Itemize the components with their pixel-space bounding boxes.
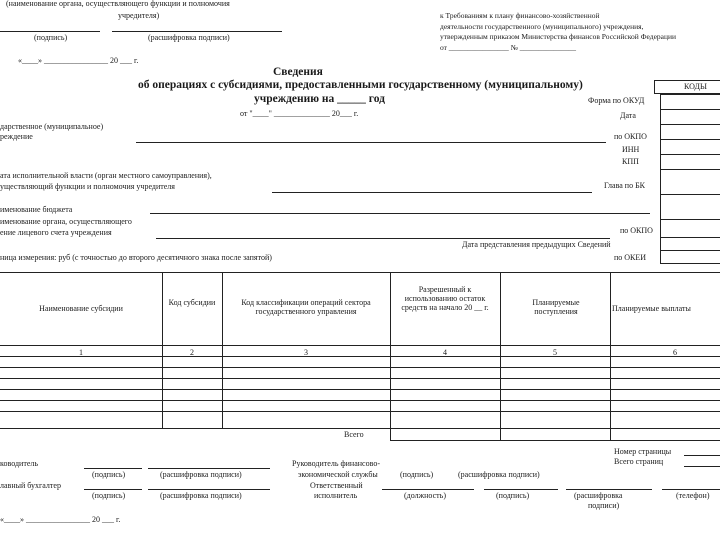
codes-header: КОДЫ: [684, 82, 707, 91]
code-row-divider: [660, 237, 720, 238]
authority-line[interactable]: [272, 192, 592, 193]
col-number: 2: [190, 348, 194, 357]
label-kpp: КПП: [622, 157, 639, 166]
responsible-sign-line[interactable]: [484, 489, 558, 490]
label-okei: по ОКЕИ: [614, 253, 647, 262]
col-header-payments: Планируемые выплаты: [612, 304, 691, 313]
label-okpo: по ОКПО: [614, 132, 647, 141]
col-header-subsidy-code: Код субсидии: [168, 298, 216, 307]
code-row-divider: [660, 169, 720, 170]
col-header-subsidy-name: Наименование субсидии: [39, 304, 123, 313]
table-row-line: [0, 411, 720, 412]
accountant-decode-line[interactable]: [148, 489, 270, 490]
approval-date-line: «____» ________________ 20 ___ г.: [18, 56, 139, 65]
field-account-1: именование органа, осуществляющего: [0, 217, 132, 226]
code-row-divider: [660, 194, 720, 195]
col-number: 4: [443, 348, 447, 357]
col-header-kosgu: Код классификации операций сектора государственного управления: [241, 298, 371, 317]
requirements-line-4: от ________________ № _______________: [440, 43, 576, 52]
field-institution-2: реждение: [0, 132, 33, 141]
pages-total-label: Всего страниц: [614, 457, 664, 466]
table-row-line: [0, 378, 720, 379]
phone-caption: (телефон): [676, 491, 710, 500]
label-bk: Глава по БК: [604, 181, 645, 190]
table-total-bottom: [390, 440, 720, 441]
requirements-line-1: к Требованиям к плану финансово-хозяйственной: [440, 11, 600, 20]
org-caption-2: учредителя): [118, 11, 160, 20]
label-okpo-2: по ОКПО: [620, 226, 653, 235]
label-okud: Форма по ОКУД: [588, 96, 645, 105]
label-inn: ИНН: [622, 145, 640, 154]
col-number: 3: [304, 348, 308, 357]
head-sign-line[interactable]: [84, 468, 142, 469]
table-header-border: [0, 345, 720, 346]
sign-decode-caption: (расшифровка подписи): [148, 33, 230, 42]
table-row-line: [0, 389, 720, 390]
page-number-line[interactable]: [684, 455, 720, 456]
code-row-divider: [660, 109, 720, 110]
sign-caption: (подпись): [34, 33, 68, 42]
document-subtitle-1: об операциях с субсидиями, предоставленными государственному (муниципальному): [138, 79, 583, 91]
pages-total-line[interactable]: [684, 466, 720, 467]
col-header-balance: Разрешенный к использованию остаток средств на начало 20 __ г.: [401, 285, 489, 313]
head-label: ководитель: [0, 459, 39, 468]
field-institution-1: дарственное (муниципальное): [0, 122, 104, 131]
institution-line[interactable]: [136, 142, 606, 143]
document-date: от "____" ______________ 20___ г.: [240, 109, 359, 118]
fin-head-label-1: Руководитель финансово-: [292, 459, 380, 468]
field-authority-2: уществляющий функции и полномочия учредителя: [0, 182, 175, 191]
table-row-line: [0, 428, 720, 429]
code-row-divider: [660, 219, 720, 220]
document-title: Сведения: [273, 66, 323, 78]
account-line[interactable]: [156, 238, 610, 239]
fin-head-label-2: экономической службы: [298, 470, 378, 479]
responsible-decode-line[interactable]: [566, 489, 652, 490]
table-row-line: [0, 367, 720, 368]
col-number: 1: [79, 348, 83, 357]
responsible-position-line[interactable]: [382, 489, 474, 490]
page-number-label: Номер страницы: [614, 447, 672, 456]
table-top-border: [0, 272, 720, 273]
code-row-divider: [660, 124, 720, 125]
responsible-label-1: Ответственный: [310, 481, 363, 490]
responsible-decode-caption-1: (расшифровка: [574, 491, 623, 500]
fin-head-decode-caption: (расшифровка подписи): [458, 470, 540, 479]
table-total-label: Всего: [344, 430, 364, 439]
position-caption: (должность): [404, 491, 446, 500]
responsible-sign-caption: (подпись): [496, 491, 530, 500]
head-decode-caption: (расшифровка подписи): [160, 470, 242, 479]
col-number: 5: [553, 348, 557, 357]
responsible-decode-caption-2: подписи): [588, 501, 620, 510]
responsible-label-2: исполнитель: [314, 491, 358, 500]
field-account-2: ение лицевого счета учреждения: [0, 228, 112, 237]
head-decode-line[interactable]: [148, 468, 270, 469]
col-header-receipts: Планируемые поступления: [532, 298, 580, 317]
requirements-line-2: деятельности государственного (муниципального) учреждения,: [440, 22, 644, 31]
sign-decode-line: [112, 31, 282, 32]
chief-accountant-label: лавный бухгалтер: [0, 481, 61, 490]
code-row-divider: [660, 139, 720, 140]
accountant-decode-caption: (расшифровка подписи): [160, 491, 242, 500]
field-budget: именование бюджета: [0, 205, 73, 214]
accountant-sign-line[interactable]: [84, 489, 142, 490]
budget-line[interactable]: [150, 213, 650, 214]
document-subtitle-2: учреждению на _____ год: [254, 93, 385, 105]
label-prev-date: Дата представления предыдущих Сведений: [462, 240, 611, 249]
codes-column: [660, 94, 720, 264]
responsible-phone-line[interactable]: [662, 489, 720, 490]
footer-date-line: «____» ________________ 20 ___ г.: [0, 515, 121, 524]
sign-line: [0, 31, 100, 32]
code-row-divider: [660, 250, 720, 251]
head-sign-caption: (подпись): [92, 470, 126, 479]
field-authority-1: ата исполнительной власти (орган местного самоуправления),: [0, 171, 212, 180]
requirements-line-3: утвержденным приказом Министерства финансов Российской Федерации: [440, 32, 677, 41]
col-number: 6: [673, 348, 677, 357]
code-row-divider: [660, 154, 720, 155]
label-date: Дата: [620, 111, 636, 120]
accountant-sign-caption: (подпись): [92, 491, 126, 500]
fin-head-sign-caption: (подпись): [400, 470, 434, 479]
table-row-line: [0, 400, 720, 401]
field-unit: ница измерения: руб (с точностью до второго десятичного знака после запятой): [0, 253, 272, 262]
org-caption-1: (наименование органа, осуществляющего функции и полномочия: [6, 0, 230, 8]
